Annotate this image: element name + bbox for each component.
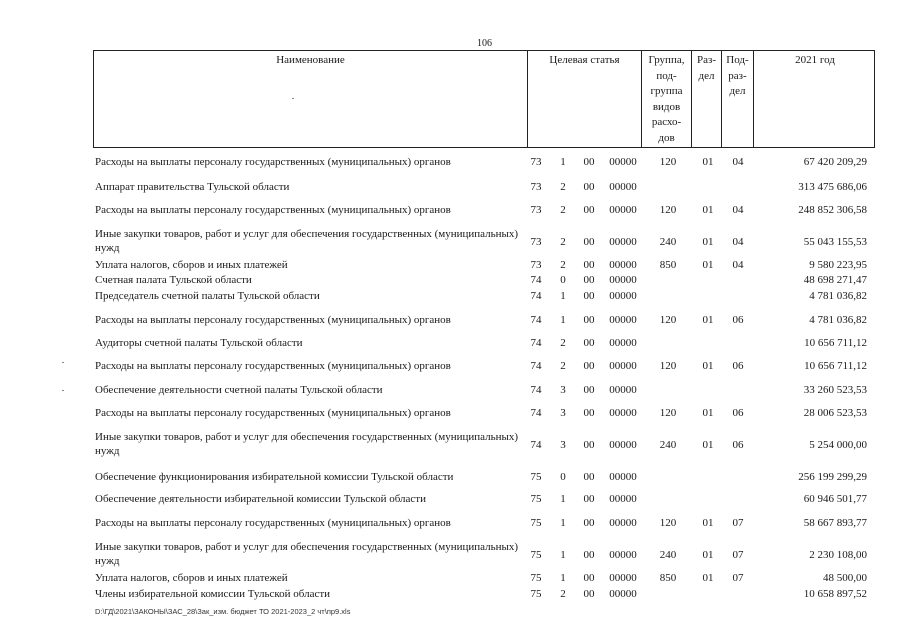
amount-2021: 4 781 036,82	[809, 290, 867, 302]
target-code-4: 00000	[609, 290, 637, 302]
target-code-4: 00000	[609, 439, 637, 451]
target-code-1: 74	[530, 314, 542, 326]
table-row	[0, 516, 905, 532]
section-code: 01	[702, 259, 714, 271]
subsection-code: 07	[732, 549, 744, 561]
target-code-1: 75	[530, 493, 542, 505]
target-code-4: 00000	[609, 181, 637, 193]
target-code-2: 1	[560, 493, 566, 505]
subsection-code: 06	[732, 314, 744, 326]
target-code-3: 00	[583, 572, 595, 584]
subsection-code: 04	[732, 236, 744, 248]
target-code-2: 1	[560, 314, 566, 326]
table-row	[0, 406, 905, 422]
scan-speck	[62, 390, 64, 391]
row-name: Иные закупки товаров, работ и услуг для обеспечения государственных (муниципальных) нужд	[95, 431, 519, 457]
target-code-4: 00000	[609, 549, 637, 561]
expense-group: 240	[659, 236, 677, 248]
target-code-4: 00000	[609, 471, 637, 483]
target-code-3: 00	[583, 549, 595, 561]
expense-group: 850	[659, 572, 677, 584]
section-code: 01	[702, 236, 714, 248]
table-row	[0, 203, 905, 219]
amount-2021: 2 230 108,00	[809, 549, 867, 561]
amount-2021: 48 698 271,47	[803, 274, 867, 286]
target-code-2: 1	[560, 156, 566, 168]
header-name: Наименование	[276, 54, 345, 66]
amount-2021: 28 006 523,53	[803, 407, 867, 419]
expense-group: 120	[659, 204, 677, 216]
row-name: Расходы на выплаты персоналу государственных (муниципальных) органов	[95, 360, 451, 372]
header-section	[691, 51, 721, 147]
target-code-3: 00	[583, 407, 595, 419]
amount-2021: 9 580 223,95	[809, 259, 867, 271]
row-name: Аппарат правительства Тульской области	[95, 181, 290, 193]
table-row	[0, 336, 905, 352]
target-code-2: 1	[560, 290, 566, 302]
row-name: Расходы на выплаты персоналу государственных (муниципальных) органов	[95, 204, 451, 216]
target-code-4: 00000	[609, 493, 637, 505]
header-subsection-line: дел	[729, 85, 746, 97]
amount-2021: 256 199 299,29	[798, 471, 867, 483]
row-name: Обеспечение деятельности избирательной комиссии Тульской области	[95, 493, 426, 505]
header-subsection-line: Под-	[726, 54, 749, 66]
header-section-line: Раз-	[696, 54, 716, 66]
header-group-line: Группа,	[648, 54, 685, 66]
section-code: 01	[702, 204, 714, 216]
target-code-3: 00	[583, 259, 595, 271]
row-name: Расходы на выплаты персоналу государственных (муниципальных) органов	[95, 407, 451, 419]
target-code-1: 74	[530, 407, 542, 419]
target-code-4: 00000	[609, 517, 637, 529]
amount-2021: 10 656 711,12	[804, 360, 867, 372]
subsection-code: 04	[732, 259, 744, 271]
header-group	[641, 51, 691, 147]
target-code-4: 00000	[609, 259, 637, 271]
header-group-line: видов	[652, 100, 681, 113]
target-code-2: 2	[560, 259, 566, 271]
page-number: 106	[477, 38, 492, 49]
amount-2021: 55 043 155,53	[803, 236, 867, 248]
target-code-4: 00000	[609, 236, 637, 248]
row-name: Счетная палата Тульской области	[95, 274, 252, 286]
amount-2021: 248 852 306,58	[798, 204, 867, 216]
target-code-1: 75	[530, 471, 542, 483]
section-code: 01	[702, 439, 714, 451]
target-code-3: 00	[583, 337, 595, 349]
expense-group: 120	[659, 156, 677, 168]
target-code-1: 75	[530, 572, 542, 584]
target-code-2: 1	[560, 549, 566, 561]
expense-group: 240	[659, 549, 677, 561]
header-subsection-line: раз-	[728, 69, 747, 82]
row-name: Расходы на выплаты персоналу государственных (муниципальных) органов	[95, 517, 451, 529]
row-name: Расходы на выплаты персоналу государственных (муниципальных) органов	[95, 314, 451, 326]
table-row	[0, 289, 905, 305]
target-code-4: 00000	[609, 360, 637, 372]
target-code-3: 00	[583, 471, 595, 483]
header-section-line: дел	[698, 69, 715, 82]
file-path: D:\ГД\2021\ЗАКОНЫ\ЗАС_28\Зак_изм. бюджет ТО 2021-2023_2 чт\пр9.xls	[95, 607, 351, 616]
row-name: Расходы на выплаты персоналу государственных (муниципальных) органов	[95, 156, 451, 168]
amount-2021: 33 260 523,53	[803, 384, 867, 396]
amount-2021: 5 254 000,00	[809, 439, 867, 451]
section-code: 01	[702, 572, 714, 584]
expense-group: 240	[659, 439, 677, 451]
target-code-2: 1	[560, 572, 566, 584]
target-code-3: 00	[583, 493, 595, 505]
target-code-1: 73	[530, 204, 542, 216]
table-row	[0, 313, 905, 329]
subsection-code: 06	[732, 360, 744, 372]
target-code-4: 00000	[609, 588, 637, 600]
header-group-line: группа	[650, 85, 683, 97]
target-code-1: 73	[530, 259, 542, 271]
subsection-code: 06	[732, 407, 744, 419]
target-code-4: 00000	[609, 204, 637, 216]
target-code-4: 00000	[609, 274, 637, 286]
target-code-3: 00	[583, 384, 595, 396]
target-code-2: 2	[560, 360, 566, 372]
expense-group: 850	[659, 259, 677, 271]
table-row	[0, 383, 905, 399]
section-code: 01	[702, 407, 714, 419]
section-code: 01	[702, 360, 714, 372]
target-code-2: 3	[560, 384, 566, 396]
target-code-2: 2	[560, 236, 566, 248]
subsection-code: 04	[732, 156, 744, 168]
target-code-3: 00	[583, 290, 595, 302]
row-name: Члены избирательной комиссии Тульской области	[95, 588, 331, 600]
section-code: 01	[702, 517, 714, 529]
target-code-1: 74	[530, 290, 542, 302]
target-code-2: 3	[560, 439, 566, 451]
scan-speck	[292, 98, 294, 99]
amount-2021: 48 500,00	[823, 572, 867, 584]
row-name: Уплата налогов, сборов и иных платежей	[95, 572, 288, 584]
expense-group: 120	[659, 360, 677, 372]
amount-2021: 10 656 711,12	[804, 337, 867, 349]
table-row	[0, 470, 905, 486]
target-code-4: 00000	[609, 337, 637, 349]
target-code-2: 2	[560, 588, 566, 600]
target-code-1: 74	[530, 337, 542, 349]
header-group-line: расхо-	[651, 116, 682, 128]
target-code-1: 75	[530, 517, 542, 529]
table-row	[0, 258, 905, 274]
target-code-2: 2	[560, 204, 566, 216]
target-code-2: 2	[560, 337, 566, 349]
table-row	[0, 587, 905, 603]
amount-2021: 58 667 893,77	[803, 517, 867, 529]
target-code-2: 2	[560, 181, 566, 193]
expense-group: 120	[659, 314, 677, 326]
row-name: Обеспечение функционирования избирательной комиссии Тульской области	[95, 471, 454, 483]
target-code-1: 73	[530, 236, 542, 248]
target-code-4: 00000	[609, 156, 637, 168]
header-group-line: дов	[658, 131, 675, 144]
target-code-1: 74	[530, 274, 542, 286]
section-code: 01	[702, 314, 714, 326]
target-code-2: 1	[560, 517, 566, 529]
subsection-code: 04	[732, 204, 744, 216]
target-code-3: 00	[583, 156, 595, 168]
amount-2021: 10 658 897,52	[803, 588, 867, 600]
row-name: Аудиторы счетной палаты Тульской области	[95, 337, 303, 349]
table-row	[0, 430, 905, 457]
target-code-3: 00	[583, 236, 595, 248]
amount-2021: 60 946 501,77	[803, 493, 867, 505]
target-code-3: 00	[583, 181, 595, 193]
subsection-code: 07	[732, 517, 744, 529]
target-code-3: 00	[583, 360, 595, 372]
table-row	[0, 155, 905, 171]
header-year: 2021 год	[753, 51, 876, 147]
row-name: Уплата налогов, сборов и иных платежей	[95, 259, 288, 271]
row-name: Председатель счетной палаты Тульской области	[95, 290, 320, 302]
target-code-3: 00	[583, 439, 595, 451]
amount-2021: 313 475 686,06	[798, 181, 867, 193]
subsection-code: 06	[732, 439, 744, 451]
target-code-2: 3	[560, 407, 566, 419]
header-subsection	[721, 51, 753, 147]
table-row	[0, 227, 905, 254]
table-row	[0, 492, 905, 508]
target-code-3: 00	[583, 588, 595, 600]
amount-2021: 67 420 209,29	[803, 156, 867, 168]
table-row	[0, 359, 905, 375]
row-name: Иные закупки товаров, работ и услуг для обеспечения государственных (муниципальных) нужд	[95, 228, 519, 254]
target-code-1: 73	[530, 156, 542, 168]
table-row	[0, 180, 905, 196]
amount-2021: 4 781 036,82	[809, 314, 867, 326]
row-name: Обеспечение деятельности счетной палаты Тульской области	[95, 384, 383, 396]
target-code-4: 00000	[609, 407, 637, 419]
expense-group: 120	[659, 407, 677, 419]
target-code-4: 00000	[609, 314, 637, 326]
table-row	[0, 273, 905, 289]
table-row	[0, 571, 905, 587]
target-code-1: 75	[530, 549, 542, 561]
target-code-3: 00	[583, 274, 595, 286]
section-code: 01	[702, 549, 714, 561]
target-code-1: 73	[530, 181, 542, 193]
target-code-3: 00	[583, 517, 595, 529]
target-code-1: 74	[530, 439, 542, 451]
section-code: 01	[702, 156, 714, 168]
subsection-code: 07	[732, 572, 744, 584]
target-code-1: 74	[530, 360, 542, 372]
row-name: Иные закупки товаров, работ и услуг для обеспечения государственных (муниципальных) нужд	[95, 541, 519, 567]
header-target-article: Целевая статья	[527, 51, 641, 147]
expense-group: 120	[659, 517, 677, 529]
header-group-line: под-	[656, 69, 677, 82]
target-code-4: 00000	[609, 572, 637, 584]
table-row	[0, 540, 905, 567]
target-code-4: 00000	[609, 384, 637, 396]
table-header	[93, 50, 875, 148]
target-code-1: 75	[530, 588, 542, 600]
target-code-3: 00	[583, 204, 595, 216]
target-code-2: 0	[560, 471, 566, 483]
target-code-1: 74	[530, 384, 542, 396]
scan-speck	[62, 362, 64, 363]
target-code-2: 0	[560, 274, 566, 286]
target-code-3: 00	[583, 314, 595, 326]
